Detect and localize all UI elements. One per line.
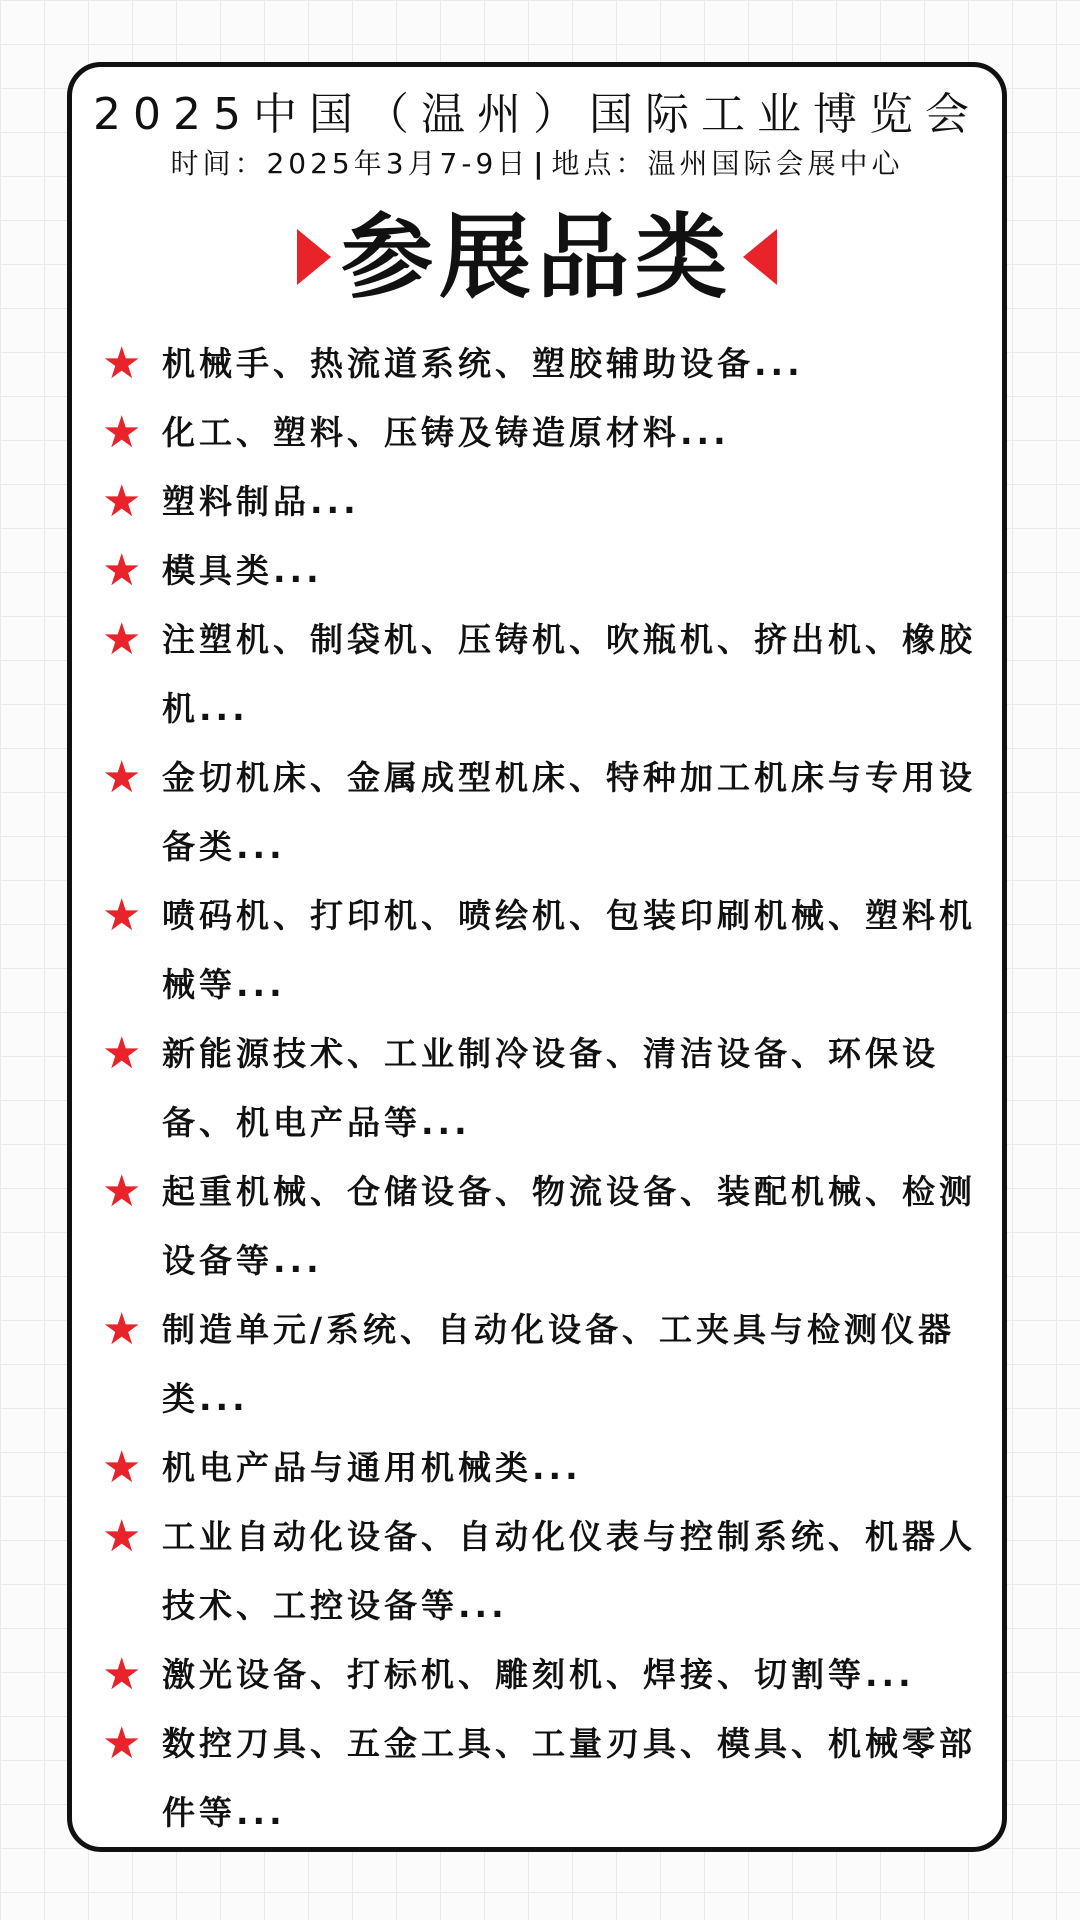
venue-label: 地点： — [551, 147, 648, 180]
triangle-right-icon — [297, 229, 331, 285]
category-text: 工业自动化设备、自动化仪表与控制系统、机器人技术、工控设备等... — [162, 1517, 976, 1625]
category-text: 机械手、热流道系统、塑胶辅助设备... — [162, 344, 804, 383]
list-item — [102, 1502, 984, 1640]
list-item — [102, 605, 984, 743]
time-label: 时间： — [170, 147, 267, 180]
list-item — [102, 1295, 984, 1433]
star-icon: ★ — [102, 1166, 146, 1217]
list-item — [102, 398, 984, 467]
list-item — [102, 1709, 984, 1847]
category-text: 模具类... — [162, 551, 323, 590]
category-text: 注塑机、制袋机、压铸机、吹瓶机、挤出机、橡胶机... — [162, 620, 976, 728]
star-icon: ★ — [102, 1511, 146, 1562]
star-icon: ★ — [102, 1649, 146, 1700]
expo-title: 2025中国（温州）国际工业博览会 — [93, 89, 981, 140]
star-icon: ★ — [102, 1718, 146, 1769]
star-icon: ★ — [102, 1442, 146, 1493]
star-icon: ★ — [102, 1028, 146, 1079]
list-item — [102, 329, 984, 398]
list-item — [102, 881, 984, 1019]
category-text: 化工、塑料、压铸及铸造原材料... — [162, 413, 730, 452]
star-icon: ★ — [102, 545, 146, 596]
triangle-left-icon — [743, 229, 777, 285]
exhibition-card — [67, 62, 1007, 1852]
star-icon: ★ — [102, 476, 146, 527]
venue-value: 温州国际会展中心 — [647, 147, 904, 180]
list-item — [102, 1640, 984, 1709]
category-text: 新能源技术、工业制冷设备、清洁设备、环保设备、机电产品等... — [162, 1034, 939, 1142]
section-title: 参展品类 — [340, 203, 733, 311]
star-icon: ★ — [102, 890, 146, 941]
list-item — [102, 536, 984, 605]
list-item — [102, 467, 984, 536]
category-text: 机电产品与通用机械类... — [162, 1448, 582, 1487]
star-icon: ★ — [102, 407, 146, 458]
list-item — [102, 1433, 984, 1502]
star-icon: ★ — [102, 338, 146, 389]
category-text: 制造单元/系统、自动化设备、工夹具与检测仪器类... — [162, 1310, 956, 1418]
category-list — [102, 329, 984, 1847]
star-icon: ★ — [102, 1304, 146, 1355]
list-item — [102, 1019, 984, 1157]
category-text: 数控刀具、五金工具、工量刃具、模具、机械零部件等... — [162, 1724, 976, 1832]
info-divider: | — [533, 147, 548, 180]
category-text: 金切机床、金属成型机床、特种加工机床与专用设备类... — [162, 758, 976, 866]
expo-info — [72, 147, 1002, 181]
time-value: 2025年3月7-9日 — [266, 147, 530, 180]
category-text: 激光设备、打标机、雕刻机、焊接、切割等... — [162, 1655, 915, 1694]
list-item — [102, 1157, 984, 1295]
category-text: 喷码机、打印机、喷绘机、包装印刷机械、塑料机械等... — [162, 896, 976, 1004]
list-item — [102, 743, 984, 881]
star-icon: ★ — [102, 752, 146, 803]
category-text: 起重机械、仓储设备、物流设备、装配机械、检测设备等... — [162, 1172, 976, 1280]
category-text: 塑料制品... — [162, 482, 360, 521]
star-icon: ★ — [102, 614, 146, 665]
section-heading — [72, 197, 1002, 317]
